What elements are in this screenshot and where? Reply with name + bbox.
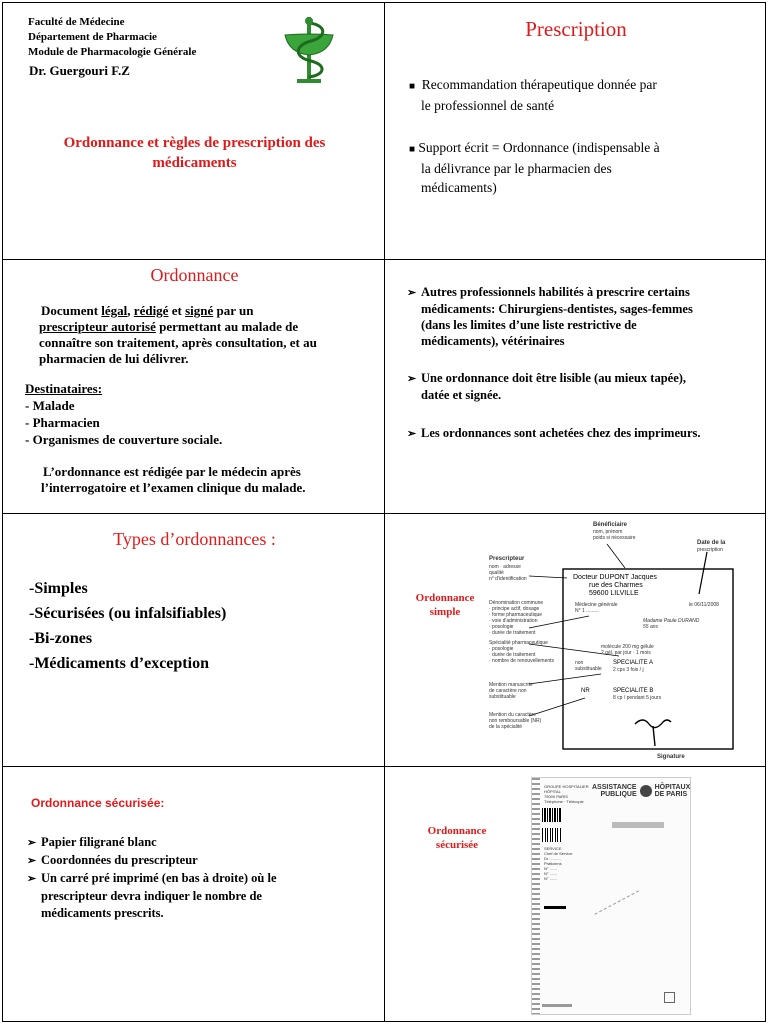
- bullet-1: ■ Recommandation thérapeutique donnée par le professionnel de santé: [409, 77, 657, 113]
- definition-paragraph: Document légal, rédigé et signé par un prescripteur autorisé permettant au malade de connaître son traitement, après consultation, et au pharmacien de lui délivrer.: [39, 303, 317, 366]
- slide-7: [2, 766, 385, 1022]
- item-printers: ➢ Les ordonnances sont achetées chez des imprimeurs.: [407, 426, 701, 440]
- arrow-bullet-icon: ➢: [407, 287, 417, 299]
- date-details: prescription: [697, 547, 723, 553]
- slide-1-title: [3, 133, 385, 173]
- watermark-strip: [532, 778, 540, 1014]
- department-line: Département de Pharmacie: [28, 31, 157, 43]
- feature-item: ➢ Un carré pré imprimé (en bas à droite) où le: [27, 870, 277, 888]
- prescriber-details: SERVICE Chef de Service Dr ........... Praticiens N° ....... N° ....... N° .......: [544, 846, 573, 881]
- slide-5: [2, 513, 385, 767]
- module-line: Module de Pharmacologie Générale: [28, 46, 197, 58]
- specialite-block: Spécialité pharmaceutique · posologie · durée de traitement · nombre de renouvellements: [489, 640, 555, 664]
- denomination-block: Dénomination commune · principe actif, dosage · forme pharmaceutique · voie d'administration · posologie · durée de traitement: [489, 600, 544, 636]
- arrow-bullet-icon: ➢: [27, 855, 37, 867]
- arrow-bullet-icon: ➢: [407, 373, 417, 385]
- slide-3-title: Ordonnance: [150, 265, 239, 285]
- signature-label: Signature: [657, 754, 685, 760]
- title-line-1: Ordonnance et règles de prescription des: [63, 135, 326, 151]
- beneficiaire-label: Bénéficiaire: [593, 522, 628, 528]
- feature-item: ➢ Papier filigrané blanc: [27, 834, 277, 852]
- secure-prescription-label: Ordonnance sécurisée: [427, 825, 487, 851]
- rpps-barcode: [544, 906, 566, 909]
- mention-nr-block: Mention du caractère non remboursable (NR) de la spécialité: [489, 712, 542, 730]
- recipients-list: [25, 380, 222, 448]
- slide-3: [2, 259, 385, 514]
- arrow-bullet-icon: ➢: [407, 428, 417, 440]
- beneficiaire-details: nom, prénom poids si nécessaire: [593, 529, 636, 541]
- slide-7-title: Ordonnance sécurisée:: [31, 796, 165, 810]
- specialite-a: SPECIALITE A 2 cps 3 fois / j: [613, 660, 654, 673]
- secure-features-list: ➢ Papier filigrané blanc ➢ Coordonnées du prescripteur ➢ Un carré pré imprimé (en bas à droite) où le prescripteur devra indiquer le nombre de médicaments prescrits.: [27, 835, 277, 920]
- doctor-specialty: Médecine générale N° 1 .........: [575, 602, 618, 614]
- item-other-prescribers: ➢ Autres professionnels habilités à prescrire certains médicaments: Chirurgiens-dentistes, sages-femmes (dans les limites d’une liste restrictive de médicaments), vétérinaires: [407, 285, 693, 348]
- recipient-item: - Malade: [25, 398, 75, 413]
- item-legibility: ➢ Une ordonnance doit être lisible (au mieux tapée), datée et signée.: [407, 371, 687, 402]
- mention-block: Mention manuscrite de caractère non substituable: [489, 682, 533, 700]
- bullet-2: ■ Support écrit = Ordonnance (indispensable à la délivrance par le pharmacien des médicaments): [409, 140, 660, 195]
- simple-prescription-diagram: [489, 516, 765, 766]
- prescription-date: le 06/11/2008: [689, 602, 719, 608]
- footer-stamp: [542, 1004, 572, 1007]
- barcode-icon: [542, 828, 562, 842]
- specialite-b: SPECIALITE B 8 cp / pendant 5 jours: [613, 688, 662, 701]
- arrow-bullet-icon: ➢: [27, 873, 37, 885]
- recipients-title: Destinataires:: [25, 381, 103, 396]
- slide-5-title: Types d’ordonnances :: [113, 529, 276, 549]
- prescripteur-label: Prescripteur: [489, 556, 525, 562]
- pharmacy-symbol-icon: [277, 13, 341, 85]
- doctor-header: Docteur DUPONT Jacques rue des Charmes 59600 LILVILLE: [573, 574, 657, 597]
- hospital-header: GROUPE HOSPITALIER HÔPITAL 75000 PARIS Téléphone · Télécopie: [544, 784, 589, 804]
- slide-6: [384, 513, 766, 767]
- barcode-icon: [542, 808, 562, 822]
- slide-1-header: [28, 15, 196, 60]
- arrow-bullet-icon: ➢: [27, 837, 37, 849]
- aphp-logo: ASSISTANCE PUBLIQUE HÔPITAUX DE PARIS: [592, 784, 691, 798]
- slide-8: [384, 766, 766, 1022]
- diagonal-line: [594, 890, 639, 915]
- secure-prescription-image: [531, 777, 691, 1015]
- simple-prescription-label: Ordonnance simple: [415, 592, 475, 618]
- slide-4: [384, 259, 766, 514]
- recipient-item: - Pharmacien: [25, 415, 100, 430]
- prescription-line-1: molécule 200 mg gélule 2 gél. par jour · 1 mois: [601, 644, 654, 656]
- closing-paragraph: L’ordonnance est rédigée par le médecin après l’interrogatoire et l’examen clinique du malade.: [41, 464, 306, 495]
- aphp-logo-icon: [640, 785, 652, 797]
- type-item: -Médicaments d’exception: [29, 655, 209, 672]
- non-substituable: non substituable: [575, 660, 602, 672]
- square-bullet-icon: ■: [409, 144, 416, 155]
- nr-mark: NR: [581, 688, 590, 694]
- recipient-item: - Organismes de couverture sociale.: [25, 432, 223, 447]
- author: Dr. Guergouri F.Z: [29, 63, 130, 78]
- types-list: [29, 576, 226, 676]
- patient-name-field: [612, 822, 664, 828]
- patient-name: Madame Paule DURAND 55 ans: [643, 618, 700, 630]
- type-item: -Sécurisées (ou infalsifiables): [29, 605, 227, 622]
- slide-2: [384, 2, 766, 260]
- feature-item: ➢ Coordonnées du prescripteur: [27, 852, 277, 870]
- square-bullet-icon: ■: [409, 81, 416, 92]
- title-line-2: médicaments: [152, 155, 237, 171]
- slide-2-title: Prescription: [525, 17, 627, 41]
- type-item: -Simples: [29, 580, 88, 597]
- slide-1: [2, 2, 385, 260]
- prescripteur-details: nom · adresse qualité n° d'identification: [489, 564, 527, 582]
- medication-count-box: [664, 992, 675, 1003]
- faculty-line: Faculté de Médecine: [28, 16, 125, 28]
- type-item: -Bi-zones: [29, 630, 93, 647]
- date-label: Date de la: [697, 540, 726, 546]
